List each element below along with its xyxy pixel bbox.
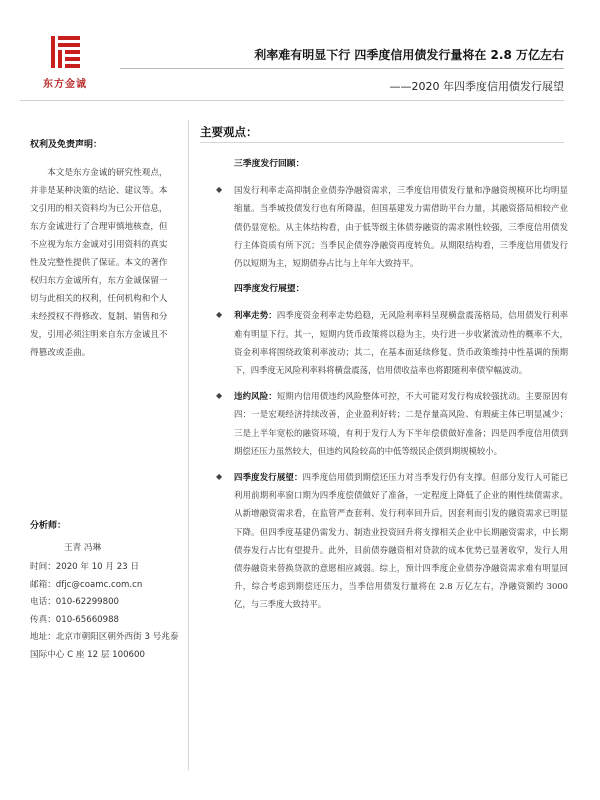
bullet-default-risk bbox=[210, 387, 568, 460]
disclaimer-text: 本文是东方金诚的研究性观点，并非是某种决策的结论、建议等。本文引用的相关资料均为已公开信息，东方金诚进行了合理审慎地核查，但不应视为东方金诚对引用资料的真实性及完整性提供了保证。本文的著作权归东方金诚所有，东方金诚保留一切与此相关的权利，任何机构和个人未经授权不得修改、复制、销售和分发，引用必须注明来自东方金诚且不得篡改或歪曲。 bbox=[30, 168, 168, 358]
logo-mark-icon bbox=[45, 32, 85, 72]
bullet-lead: 违约风险： bbox=[234, 391, 277, 402]
sidebar bbox=[30, 136, 176, 362]
bullet-icon: ◆ bbox=[216, 472, 223, 482]
bullet-icon: ◆ bbox=[216, 391, 223, 401]
bullet-q3-review bbox=[210, 181, 568, 272]
report-date: 时间：2020 年 10 月 23 日 bbox=[30, 562, 139, 572]
contact-phone: 电话：010-62299800 bbox=[30, 597, 120, 607]
bullet-text: 四季度信用债到期偿还压力对当季发行仍有支撑。但部分发行人可能已利用前期利率窗口期为四季度偿债做好了准备，一定程度上降低了企业的刚性续债需求。从新增融资需求看，在监管严查套利、发行利率回升后，因套利而引发的融资需求已明显下降。但四季度基建仍需发力、制造业投资回升将支撑相关企业中长期融资需求，中长期债券发行占比有望提升。此外，目前债券融资相对贷款的成本优势已显著收窄，发行人用债券融资来替换贷款的意愿相应减弱。综上，预计四季度企业债券净融资需求难有明显回升，综合考虑到期偿还压力，当季信用债发行量将在 2.8 万亿左右，净融资额约 3000 亿，与三季度大致持平。 bbox=[234, 472, 569, 610]
main-content bbox=[210, 150, 568, 622]
column-divider bbox=[188, 120, 189, 770]
bullet-rate-trend bbox=[210, 306, 568, 379]
contact-email[interactable]: 邮箱：dfjc@coamc.com.cn bbox=[30, 579, 143, 590]
contact-fax: 传真：010-65660988 bbox=[30, 614, 120, 625]
analyst-info bbox=[30, 518, 182, 664]
company-logo bbox=[30, 32, 100, 90]
bullet-text: 短期内信用债违约风险整体可控，不大可能对发行构成较强扰动。主要原因有四：一是宏观经济持续改善，企业盈利好转；二是存量高风险、有瑕疵主体已明显减少；三是上半年宽松的融资环境，有利于发行人为下半年偿债做好准备；四是四季度信用债到期偿还压力虽然较大，但违约风险较高的中低等级民企债到期规模较小。 bbox=[234, 391, 569, 456]
bullet-lead: 利率走势： bbox=[234, 310, 277, 321]
bullet-text: 四季度资金利率走势趋稳，无风险利率料呈现横盘震荡格局，信用债发行利率难有明显下行。其一，短期内货币政策将以稳为主，央行进一步收紧流动性的概率不大，资金利率将围绕政策利率波动；其二，在基本面延续修复、货币政策维持中性基调的预期下，四季度无风险利率料将横盘震荡，信用债收益率也将跟随利率债窄幅波动。 bbox=[234, 310, 569, 376]
rights-heading: 权利及免责声明： bbox=[30, 140, 103, 150]
logo-text: 东方金诚 bbox=[43, 79, 87, 90]
contact-address: 地址：北京市朝阳区朝外西街 3 号兆泰国际中心 C 座 12 层 100600 bbox=[30, 632, 179, 660]
bullet-icon: ◆ bbox=[216, 310, 223, 320]
analyst-heading: 分析师： bbox=[30, 521, 67, 531]
section-q4-outlook-title: 四季度发行展望： bbox=[234, 284, 305, 295]
bullet-icon: ◆ bbox=[216, 185, 223, 195]
main-heading: 主要观点： bbox=[200, 125, 258, 139]
bullet-q4-outlook bbox=[210, 468, 568, 614]
bullet-text: 国发行利率走高抑制企业债券净融资需求，三季度信用债发行量和净融资规模环比均明显缩量。当季城投债发行也有所降温，但国基建发力需借助平台力量，其融资搭局相较产业债仍显宽松。从主体结构看，由于低等级主体债券融资的需求刚性较强，三季度信用债发行主体资质有所下沉；当季民企债券净融资再度转负。从期限结构看，三季度信用债发行仍以短期为主，短期债券占比与上年年大致持平。 bbox=[234, 185, 568, 269]
analyst-names: 王青 冯琳 bbox=[64, 542, 102, 553]
report-title: 利率难有明显下行 四季度信用债发行量将在 2.8 万亿左右 bbox=[254, 48, 564, 62]
header-divider bbox=[20, 100, 564, 101]
main-heading-divider bbox=[200, 142, 564, 143]
report-subtitle: ——2020 年四季度信用债发行展望 bbox=[389, 80, 564, 93]
title-divider bbox=[120, 68, 564, 69]
bullet-lead: 四季度发行展望： bbox=[234, 472, 303, 483]
section-q3-review-title: 三季度发行回顾： bbox=[234, 159, 305, 169]
